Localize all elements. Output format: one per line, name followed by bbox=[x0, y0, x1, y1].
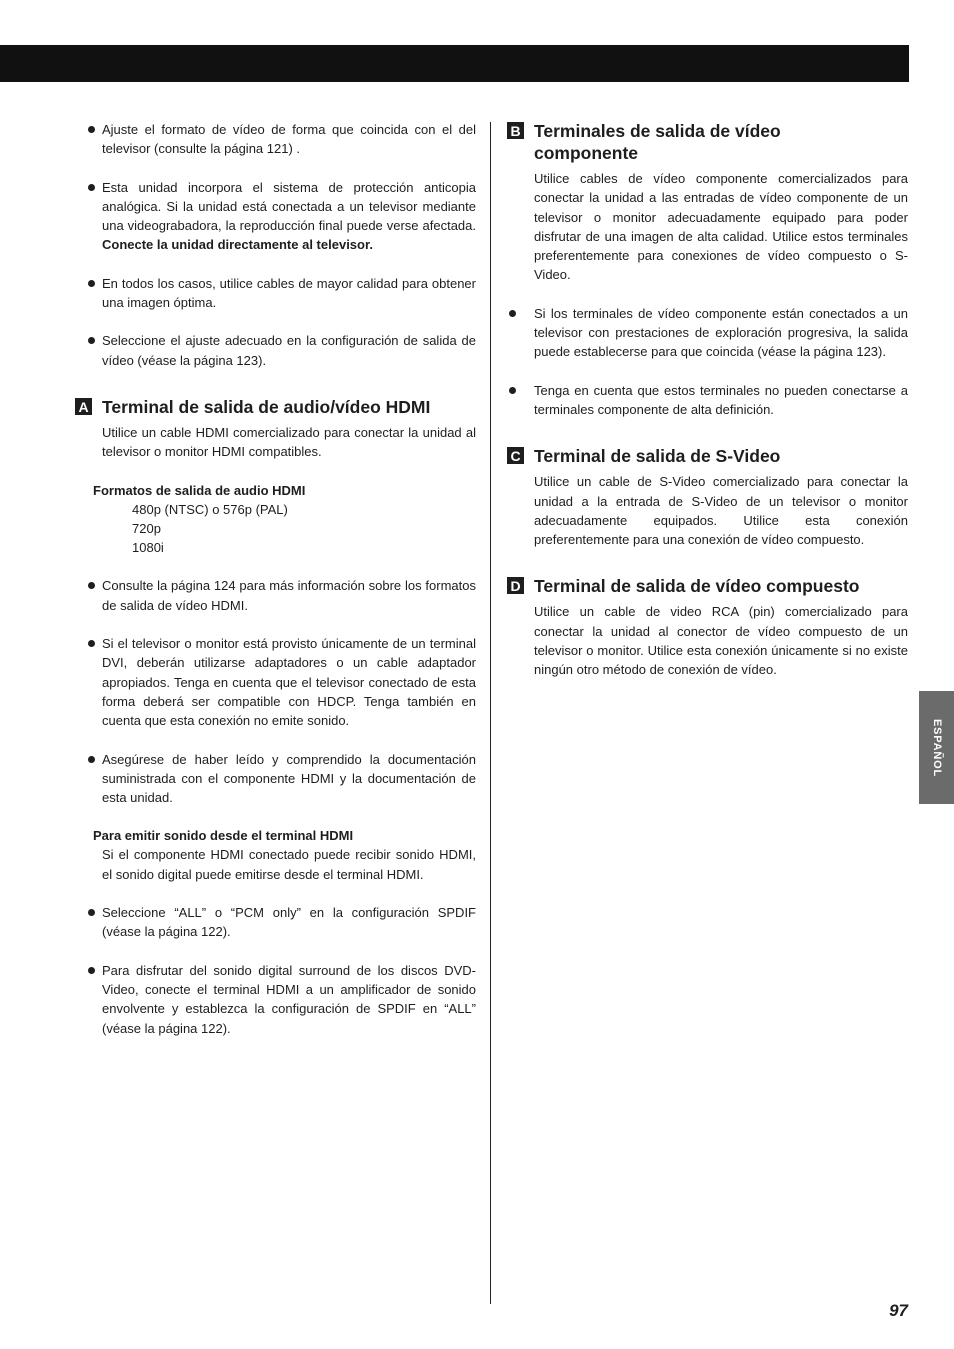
bullet-item: Consulte la página 124 para más información sobre los formatos de salida de vídeo HDMI. bbox=[86, 576, 476, 615]
language-tab-label: ESPAÑOL bbox=[930, 718, 943, 777]
bullet-item: Asegúrese de haber leído y comprendido la documentación suministrada con el componente HDMI y la documentación de esta unidad. bbox=[86, 750, 476, 808]
format-item: 480p (NTSC) o 576p (PAL) bbox=[132, 501, 288, 517]
section-c-title: Terminal de salida de S-Video bbox=[534, 446, 781, 467]
format-item: 720p bbox=[132, 520, 161, 536]
page-number: 97 bbox=[889, 1301, 908, 1320]
bullet-text: Esta unidad incorpora el sistema de protección anticopia analógica. Si la unidad está conectada a un televisor mediante una videograbadora, la reproducción final puede verse afectada. bbox=[102, 179, 476, 234]
section-a bbox=[78, 396, 476, 1038]
bullet-item: Seleccione el ajuste adecuado en la configuración de salida de vídeo (véase la página 123). bbox=[86, 331, 476, 370]
sound-subheading: Para emitir sonido desde el terminal HDMI bbox=[93, 828, 354, 844]
sound-text: Si el componente HDMI conectado puede recibir sonido HDMI, el sonido digital puede emitirse desde el terminal HDMI. bbox=[102, 847, 476, 882]
section-a-title: Terminal de salida de audio/vídeo HDMI bbox=[102, 396, 431, 417]
bullet-item: En todos los casos, utilice cables de mayor calidad para obtener una imagen óptima. bbox=[86, 274, 476, 313]
section-a-heading bbox=[78, 396, 476, 418]
bullet-item: Ajuste el formato de vídeo de forma que coincida con el del televisor (consulte la página 121) . bbox=[86, 120, 476, 159]
header-bar bbox=[0, 45, 909, 82]
section-letter-a: A bbox=[75, 398, 92, 415]
section-d bbox=[507, 575, 908, 679]
section-d-title: Terminal de salida de vídeo compuesto bbox=[534, 576, 860, 597]
section-c-heading bbox=[507, 445, 908, 467]
section-letter-d: D bbox=[507, 577, 524, 594]
bullet-item: Si el televisor o monitor está provisto únicamente de un terminal DVI, deberán utilizarse adaptadores o un cable adaptador apropiados. Tenga en cuenta que el televisor conectado de esta forma deberá ser compatible con HDCP. Tenga también en cuenta que esta conexión no emite sonido. bbox=[86, 634, 476, 730]
left-column bbox=[78, 120, 476, 1038]
bullet-bold-text: Conecte la unidad directamente al televisor. bbox=[102, 237, 373, 253]
section-d-heading bbox=[507, 575, 908, 597]
section-letter-b: B bbox=[507, 122, 524, 139]
language-tab bbox=[919, 691, 954, 804]
section-b-heading bbox=[507, 120, 908, 164]
bullet-item: Tenga en cuenta que estos terminales no pueden conectarse a terminales componente de alta definición. bbox=[507, 381, 908, 420]
column-divider bbox=[490, 122, 491, 1304]
section-a-intro: Utilice un cable HDMI comercializado para conectar la unidad al televisor o monitor HDMI compatibles. bbox=[102, 424, 476, 460]
section-b-title-line2: componente bbox=[534, 143, 639, 163]
section-b bbox=[507, 120, 908, 419]
section-b-intro: Utilice cables de vídeo componente comercializados para conectar la unidad a las entradas de vídeo componente de un televisor o monitor adecuadamente equipado para poder disfrutar de una imagen de alta calidad. Utilice estos terminales preferentemente para conexiones de vídeo compuesto o S-Video. bbox=[534, 171, 908, 283]
bullet-item bbox=[86, 178, 476, 255]
section-d-text: Utilice un cable de video RCA (pin) comercializado para conectar la unidad al conector de vídeo compuesto de un televisor o monitor. Utilice esta conexión únicamente si no existe ningún otro método de conexión de vídeo. bbox=[534, 604, 908, 678]
section-letter-c: C bbox=[507, 447, 524, 464]
right-column bbox=[507, 120, 908, 680]
formats-subheading: Formatos de salida de audio HDMI bbox=[93, 482, 306, 498]
bullet-item: Si los terminales de vídeo componente están conectados a un televisor con prestaciones de exploración progresiva, la salida puede establecerse para que coincida (véase la página 123). bbox=[507, 304, 908, 362]
section-c bbox=[507, 445, 908, 549]
section-b-title-line1: Terminales de salida de vídeo bbox=[534, 121, 781, 141]
format-item: 1080i bbox=[132, 540, 164, 556]
bullet-item: Para disfrutar del sonido digital surround de los discos DVD-Video, conecte el terminal HDMI a un amplificador de sonido envolvente y establezca la configuración de SPDIF en “ALL” (véase la página 122). bbox=[86, 961, 476, 1038]
section-c-text: Utilice un cable de S-Video comercializado para conectar la unidad a la entrada de S-Video de un televisor o monitor adecuadamente equipados. Utilice esta conexión preferentemente para una conexión de vídeo compuesto. bbox=[534, 474, 908, 548]
bullet-item: Seleccione “ALL” o “PCM only” en la configuración SPDIF (véase la página 122). bbox=[86, 903, 476, 942]
